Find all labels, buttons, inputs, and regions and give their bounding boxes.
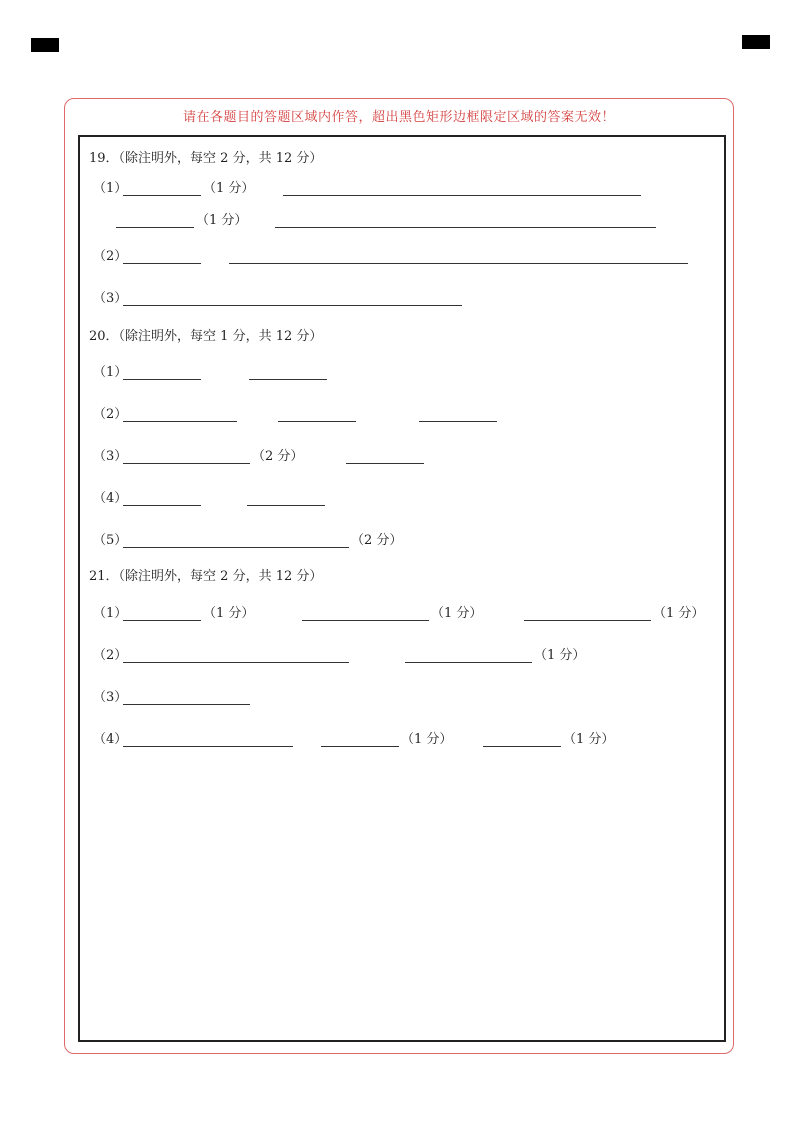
q21-part3-blank-1[interactable] — [123, 704, 250, 705]
q20-part1-blank-1[interactable] — [123, 379, 201, 380]
q21-part4-points-1: （1 分） — [401, 732, 453, 747]
q19-part1-blank-2[interactable] — [283, 195, 641, 196]
q21-part1-blank-1[interactable] — [123, 620, 201, 621]
q21-part4-points-2: （1 分） — [563, 732, 615, 747]
q20-part5-label: （5） — [93, 533, 128, 548]
q21-part1-blank-3[interactable] — [524, 620, 651, 621]
q21-part4-blank-2[interactable] — [321, 746, 399, 747]
answer-box — [78, 135, 726, 1042]
q21-part2-points: （1 分） — [534, 648, 586, 663]
q19-part3-label: （3） — [93, 291, 128, 306]
q19-part1-label: （1） — [93, 181, 128, 196]
q20-title: 20．（除注明外，每空 1 分，共 12 分） — [89, 329, 323, 344]
q20-part4-blank-1[interactable] — [123, 505, 201, 506]
q21-part1-points-1: （1 分） — [203, 606, 255, 621]
q21-part1-label: （1） — [93, 606, 128, 621]
q21-part1-points-3: （1 分） — [653, 606, 705, 621]
q19-title: 19．（除注明外，每空 2 分，共 12 分） — [89, 151, 323, 166]
alignment-mark-right — [742, 35, 770, 49]
q21-part3-label: （3） — [93, 690, 128, 705]
q20-part4-label: （4） — [93, 491, 128, 506]
q21-part4-blank-3[interactable] — [483, 746, 561, 747]
q21-part1-points-2: （1 分） — [431, 606, 483, 621]
q20-part4-blank-2[interactable] — [247, 505, 325, 506]
q19-part2-blank-2[interactable] — [229, 263, 688, 264]
q20-part3-blank-1[interactable] — [123, 463, 250, 464]
q20-part3-points: （2 分） — [252, 449, 304, 464]
q20-part2-label: （2） — [93, 407, 128, 422]
alignment-mark-left — [31, 38, 59, 52]
q19-part1-blank-3[interactable] — [116, 227, 194, 228]
q19-part2-blank-1[interactable] — [123, 263, 201, 264]
q20-part2-blank-2[interactable] — [278, 421, 356, 422]
q20-part5-points: （2 分） — [351, 533, 403, 548]
answer-notice: 请在各题目的答题区域内作答，超出黑色矩形边框限定区域的答案无效！ — [182, 110, 615, 125]
q21-part2-blank-2[interactable] — [405, 662, 532, 663]
q20-part1-blank-2[interactable] — [249, 379, 327, 380]
q20-part2-blank-3[interactable] — [419, 421, 497, 422]
q20-part3-label: （3） — [93, 449, 128, 464]
q19-part2-label: （2） — [93, 249, 128, 264]
q20-part3-blank-2[interactable] — [346, 463, 424, 464]
q20-part1-label: （1） — [93, 365, 128, 380]
q20-part5-blank-1[interactable] — [123, 547, 349, 548]
q20-part2-blank-1[interactable] — [123, 421, 237, 422]
q21-part1-blank-2[interactable] — [302, 620, 429, 621]
q19-part3-blank-1[interactable] — [123, 305, 462, 306]
q21-part4-blank-1[interactable] — [123, 746, 293, 747]
q19-part1-points-1: （1 分） — [203, 181, 255, 196]
q19-part1-points-2: （1 分） — [196, 213, 248, 228]
q21-part2-label: （2） — [93, 648, 128, 663]
q21-title: 21．（除注明外，每空 2 分，共 12 分） — [89, 569, 323, 584]
q19-part1-blank-1[interactable] — [123, 195, 201, 196]
q21-part4-label: （4） — [93, 732, 128, 747]
q19-part1-blank-4[interactable] — [275, 227, 656, 228]
q21-part2-blank-1[interactable] — [123, 662, 349, 663]
